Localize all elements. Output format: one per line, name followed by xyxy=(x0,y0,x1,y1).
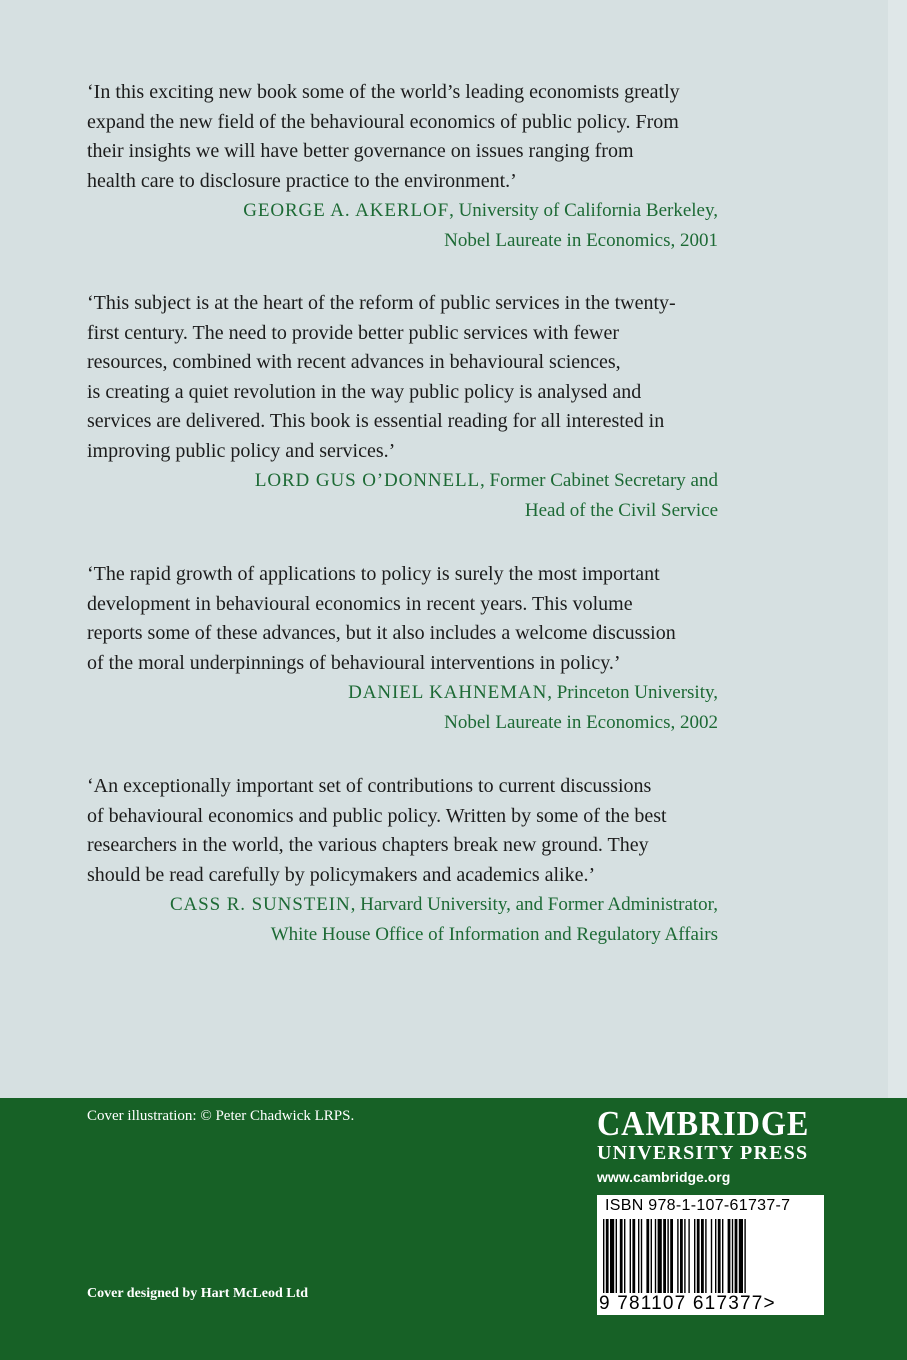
quote-attribution: LORD GUS O’DONNELL, Former Cabinet Secretary and Head of the Civil Service xyxy=(254,470,718,521)
barcode-bar xyxy=(616,1219,617,1293)
barcode-bar xyxy=(715,1219,716,1293)
barcode-bar xyxy=(722,1219,723,1293)
barcode-bar xyxy=(667,1219,668,1293)
barcode-bar xyxy=(638,1219,639,1293)
endorsement-odonnell xyxy=(87,289,718,525)
barcode-bar xyxy=(732,1219,733,1293)
spine-edge-strip xyxy=(888,0,907,1098)
barcode-bar xyxy=(646,1219,649,1293)
publisher-name: CAMBRIDGE xyxy=(597,1104,810,1143)
barcode-bar xyxy=(610,1219,614,1293)
barcode-bar xyxy=(620,1219,623,1293)
barcode-bar xyxy=(711,1219,712,1293)
barcode-bar xyxy=(705,1219,706,1293)
barcode-bar xyxy=(744,1219,745,1293)
barcode-bars xyxy=(603,1219,803,1293)
quote-attribution: DANIEL KAHNEMAN, Princeton University, Nobel Laureate in Economics, 2002 xyxy=(348,682,718,733)
isbn-number: ISBN 978-1-107-61737-7 xyxy=(605,1197,791,1214)
cover-design-credit: Cover designed by Hart McLeod Ltd xyxy=(87,1286,309,1301)
publisher-logo xyxy=(597,1106,827,1185)
barcode-bar xyxy=(718,1219,721,1293)
barcode-bar xyxy=(606,1219,609,1293)
publisher-url: www.cambridge.org xyxy=(597,1169,731,1185)
barcode-bar xyxy=(641,1219,642,1293)
barcode-bar xyxy=(658,1219,662,1293)
barcode-bar xyxy=(630,1219,631,1293)
barcode-bar xyxy=(655,1219,656,1293)
barcode-bar xyxy=(735,1219,738,1293)
barcode-bar xyxy=(739,1219,743,1293)
barcode-digits: 9 781107 617377> xyxy=(599,1293,776,1314)
barcode-bar xyxy=(624,1219,625,1293)
quote-text: ‘This subject is at the heart of the reform of public services in the twenty- first century. The need to provide better public services with fewer resources, combined with recent advances in behavioural sciences, is creating a quiet revolution in the way public policy is analysed and services are delivered. This book is essential reading for all interested in improving public policy and services.’ xyxy=(87,292,676,462)
footer-band xyxy=(0,1098,907,1360)
endorsement-akerlof xyxy=(87,78,718,255)
cover-illustration-credit: Cover illustration: © Peter Chadwick LRPS. xyxy=(87,1108,355,1124)
barcode-bar xyxy=(677,1219,678,1293)
publisher-subtitle: UNIVERSITY PRESS xyxy=(597,1142,809,1164)
barcode-bar xyxy=(701,1219,704,1293)
quote-text: ‘The rapid growth of applications to policy is surely the most important development in behavioural economics in recent years. This volume reports some of these advances, but it also includes a welcome discussion of the moral underpinnings of behavioural interventions in policy.’ xyxy=(87,563,676,674)
barcode-bar xyxy=(684,1219,685,1293)
quote-text: ‘An exceptionally important set of contributions to current discussions of behavioural economics and public policy. Written by some of the best researchers in the world, the various chapters break new ground. They should be read carefully by policymakers and academics alike.’ xyxy=(87,775,667,886)
barcode-bar xyxy=(663,1219,666,1293)
barcode-bar xyxy=(688,1219,689,1293)
quote-attribution: GEORGE A. AKERLOF, University of California Berkeley, Nobel Laureate in Economics, 2001 xyxy=(243,200,718,251)
barcode-bar xyxy=(632,1219,635,1293)
barcode-bar xyxy=(694,1219,695,1293)
barcode-bar xyxy=(670,1219,673,1293)
barcode-bar xyxy=(603,1219,604,1293)
barcode-bar xyxy=(651,1219,652,1293)
quote-text: ‘In this exciting new book some of the world’s leading economists greatly expand the new field of the behavioural economics of public policy. From their insights we will have better governance on issues ranging from health care to disclosure practice to the environment.’ xyxy=(87,81,680,192)
barcode-bar xyxy=(697,1219,700,1293)
endorsement-kahneman xyxy=(87,560,718,737)
isbn-barcode xyxy=(597,1195,824,1315)
quote-attribution: CASS R. SUNSTEIN, Harvard University, and Former Administrator, White House Office of Information and Regulatory Affairs xyxy=(169,894,718,945)
barcode-bar xyxy=(728,1219,731,1293)
barcode-bar xyxy=(680,1219,683,1293)
endorsement-sunstein xyxy=(87,772,718,949)
